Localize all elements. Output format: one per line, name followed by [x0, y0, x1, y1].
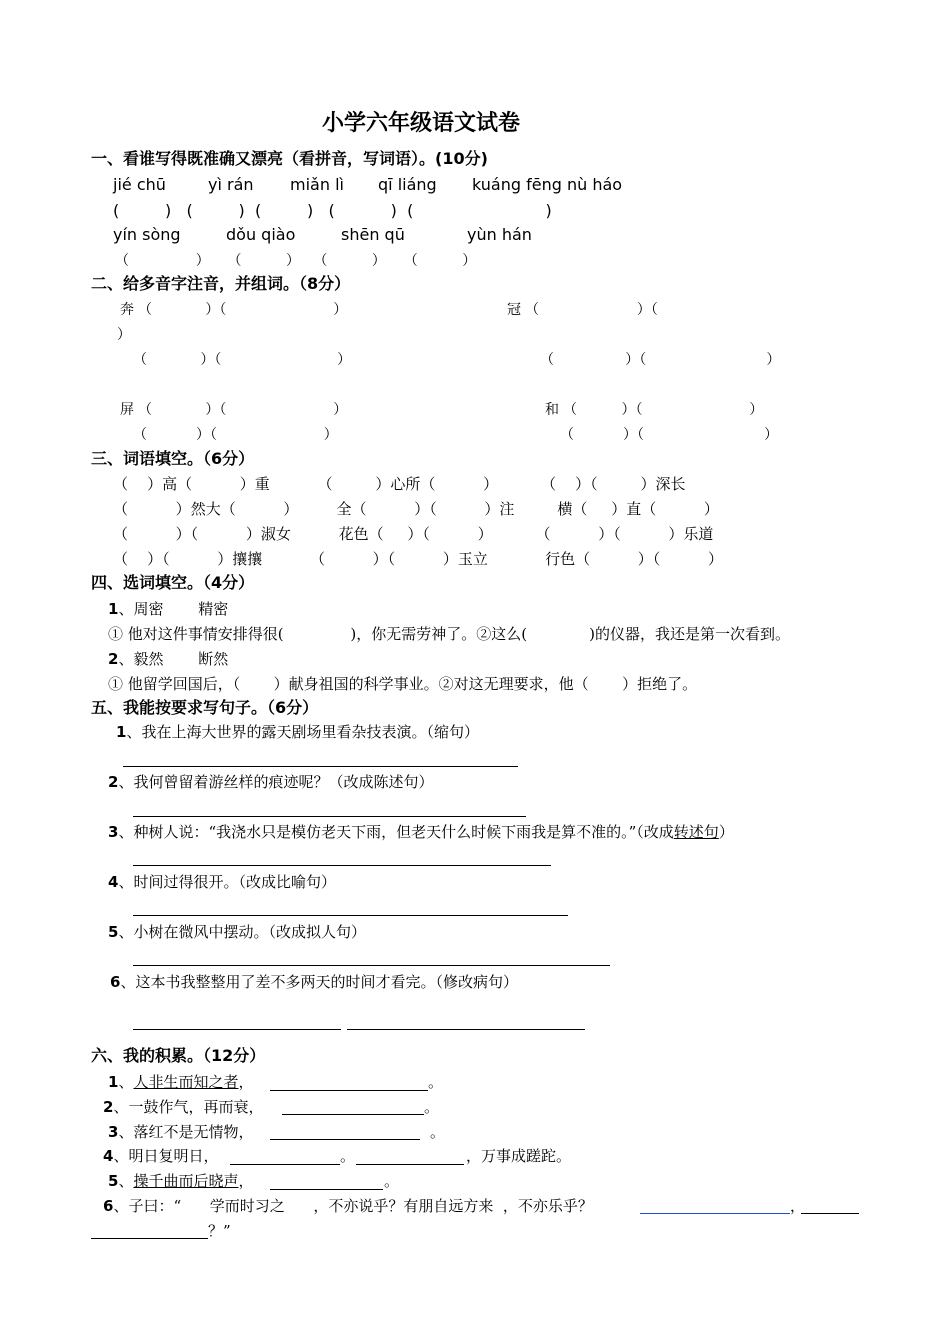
pinyin-8: shēn qū	[341, 225, 405, 244]
pinyin-2: yì rán	[208, 175, 254, 194]
idiom-char: 攘攘	[232, 550, 263, 568]
idiom-row-1[interactable]: （ ）高（ ）重 （ ）心所（ ） （ ）（ ）深长	[113, 475, 686, 493]
answer-line[interactable]	[640, 1213, 790, 1214]
recite-q4-end: ，万事成蹉跎。	[466, 1147, 572, 1165]
section-5-heading: 五、我能按要求写句子。（6分）	[91, 698, 319, 717]
polyphone-blanks[interactable]: （ ）（ ）	[138, 302, 348, 318]
polyphone-blanks[interactable]: （ ）（ ）	[133, 427, 338, 443]
pinyin-5: kuáng fēng nù háo	[472, 175, 623, 194]
idiom-row-4[interactable]: （ ）（ ）攘攘 （ ）（ ）玉立 行色（ ）（ ）	[113, 550, 723, 568]
idiom-char: 注	[499, 500, 515, 518]
idiom-char: 然大	[190, 500, 221, 518]
answer-line[interactable]	[133, 816, 526, 817]
section-3-heading: 三、词语填空。（6分）	[91, 449, 255, 468]
answer-line[interactable]	[133, 865, 551, 866]
period: 。	[340, 1147, 356, 1165]
polyphone-char-2: 冠	[507, 302, 521, 318]
answer-line[interactable]	[270, 1090, 428, 1091]
rewrite-q2: 2、我何曾留着游丝样的痕迹呢？（改成陈述句）	[108, 773, 434, 791]
idiom-char: 花色	[338, 525, 369, 543]
answer-line[interactable]	[801, 1213, 859, 1214]
polyphone-char-1: 奔	[120, 302, 134, 318]
polyphone-blanks[interactable]: ）	[117, 327, 131, 343]
idiom-char: 行色	[545, 550, 576, 568]
answer-line[interactable]	[133, 1029, 341, 1030]
polyphone-char-3: 屏	[120, 402, 134, 418]
word-choice-1-sentence[interactable]: ① 他对这件事情安排得很( )，你无需劳神了。②这么( )的仪器，我还是第一次看到。	[108, 625, 790, 643]
polyphone-char-4: 和	[545, 402, 559, 418]
period: 。	[428, 1073, 444, 1091]
rewrite-q1: 1、我在上海大世界的露天剧场里看杂技表演。（缩句）	[116, 723, 479, 741]
word-choice-2: 2、毅然 断然	[108, 650, 229, 668]
idiom-char: 全	[336, 500, 352, 518]
idiom-char: 横	[557, 500, 573, 518]
pinyin-6: yín sòng	[113, 225, 181, 244]
polyphone-blanks[interactable]: （ ）（ ）	[560, 427, 779, 443]
rewrite-q5: 5、小树在微风中摆动。（改成拟人句）	[108, 923, 366, 941]
idiom-char: 玉立	[457, 550, 488, 568]
polyphone-blanks[interactable]: （ ）（ ）	[540, 352, 781, 368]
word-choice-1: 1、周密 精密	[108, 600, 229, 618]
polyphone-blanks[interactable]: （ ）（ ）	[138, 402, 348, 418]
answer-line[interactable]	[230, 1164, 340, 1165]
answer-line[interactable]	[91, 1238, 208, 1239]
idiom-char: 心所	[390, 475, 421, 493]
period: 。	[424, 1098, 440, 1116]
answer-line[interactable]	[270, 1139, 420, 1140]
word-choice-2-sentence[interactable]: ① 他留学回国后，（ ）献身祖国的科学事业。②对这无理要求，他（ ）拒绝了。	[108, 675, 698, 693]
pinyin-1: jié chū	[113, 175, 166, 194]
idiom-char: 直	[626, 500, 642, 518]
recite-q6-end: ？”	[208, 1222, 231, 1240]
answer-paren-row-2[interactable]: （ ） （ ） （ ） （ ）	[115, 253, 477, 269]
period: 。	[430, 1123, 446, 1141]
idiom-row-3[interactable]: （ ）（ ）淑女 花色（ ）（ ） （ ）（ ）乐道	[113, 525, 714, 543]
answer-line[interactable]	[123, 766, 518, 767]
answer-line[interactable]	[347, 1029, 585, 1030]
comma: ，	[790, 1197, 806, 1215]
idiom-char: 深长	[655, 475, 686, 493]
section-4-heading: 四、选词填空。（4分）	[91, 573, 255, 592]
recite-q3: 3、落红不是无情物，	[108, 1123, 254, 1141]
idiom-row-2[interactable]: （ ）然大（ ） 全（ ）（ ）注 横（ ）直（ ）	[113, 500, 719, 518]
polyphone-blanks[interactable]: （ ）（	[525, 302, 658, 318]
idiom-char: 重	[254, 475, 270, 493]
rewrite-q3: 3、种树人说：“我浇水只是模仿老天下雨，但老天什么时候下雨我是算不准的。”（改成转述句）	[108, 823, 734, 841]
polyphone-blanks[interactable]: （ ）（ ）	[563, 402, 764, 418]
pinyin-3: miǎn lì	[290, 175, 344, 194]
recite-q2: 2、一鼓作气，再而衰，	[103, 1098, 264, 1116]
answer-line[interactable]	[133, 965, 610, 966]
idiom-char: 高	[162, 475, 178, 493]
answer-line[interactable]	[282, 1114, 424, 1115]
pinyin-4: qī liáng	[378, 175, 437, 194]
answer-paren-row-1[interactable]: ( ) ( ) ( ) ( ) ( )	[113, 201, 552, 220]
answer-line[interactable]	[356, 1164, 464, 1165]
section-2-heading: 二、给多音字注音，并组词。（8分）	[91, 274, 351, 293]
rewrite-q4: 4、时间过得很开。（改成比喻句）	[108, 873, 336, 891]
answer-line[interactable]	[270, 1189, 383, 1190]
polyphone-blanks[interactable]: （ ）（ ）	[133, 352, 352, 368]
recite-q6: 6、子曰：“ 学而时习之 ，不亦说乎？有朋自远方来 ，不亦乐乎？	[103, 1197, 593, 1215]
pinyin-9: yùn hán	[467, 225, 532, 244]
recite-q5: 5、操千曲而后晓声，	[108, 1172, 254, 1190]
section-1-heading: 一、看谁写得既准确又漂亮（看拼音，写词语）。(10分)	[91, 149, 488, 168]
recite-q1: 1、人非生而知之者，	[108, 1073, 254, 1091]
rewrite-q6: 6、这本书我整整用了差不多两天的时间才看完。（修改病句）	[110, 973, 518, 991]
section-6-heading: 六、我的积累。（12分）	[91, 1046, 266, 1065]
page-title: 小学六年级语文试卷	[322, 110, 521, 136]
period: 。	[384, 1172, 400, 1190]
recite-q4: 4、明日复明日，	[103, 1147, 219, 1165]
idiom-char: 淑女	[260, 525, 291, 543]
idiom-char: 乐道	[683, 525, 714, 543]
answer-line[interactable]	[133, 915, 568, 916]
pinyin-7: dǒu qiào	[226, 225, 296, 244]
